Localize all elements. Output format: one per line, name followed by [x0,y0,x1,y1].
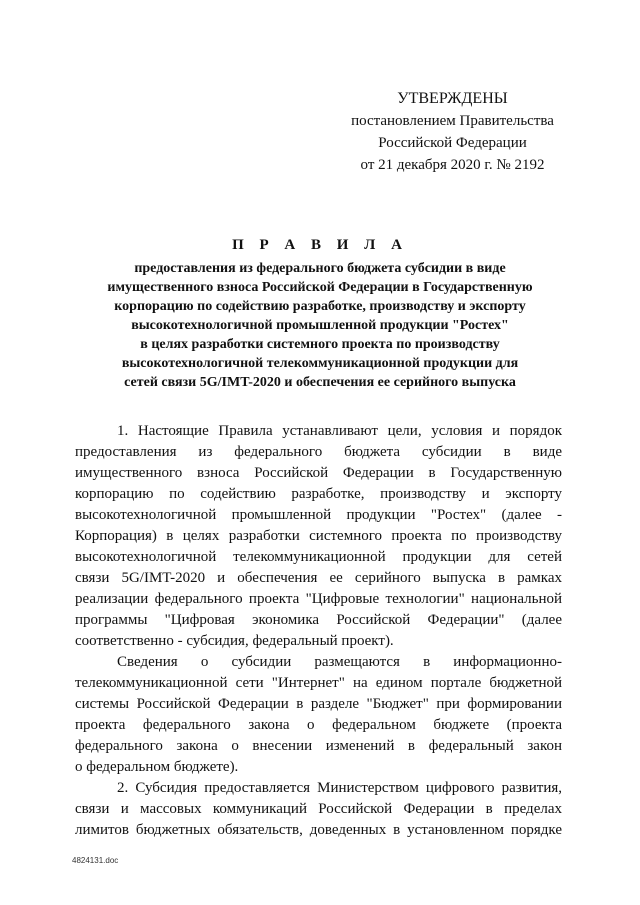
subtitle-line: предоставления из федерального бюджета субсидии в виде [134,261,506,276]
body-line: программы "Цифровая экономика Российской Федерации" (далее [75,612,562,628]
subtitle-line: сетей связи 5G/IMT-2020 и обеспечения ее серийного выпуска [124,375,516,390]
subtitle-line: имущественного взноса Российской Федерации в Государственную [107,280,533,295]
document-body [75,421,562,841]
subtitle-line: высокотехнологичной телекоммуникационной продукции для [121,356,519,371]
body-line: Сведения о субсидии размещаются в информационно- [117,654,562,670]
body-line: системы Российской Федерации в разделе "Бюджет" при формировании [75,696,562,712]
body-line: реализации федерального проекта "Цифровые технологии" национальной [75,591,562,607]
body-line: Корпорация) в целях разработки системного проекта по производству [75,528,562,544]
body-line: 2. Субсидия предоставляется Министерством цифрового развития, [117,780,562,796]
document-title: П Р А В И Л А [232,237,408,253]
body-line: проекта федерального закона о федеральном бюджете (проекта [75,717,562,733]
body-line: 1. Настоящие Правила устанавливают цели, условия и порядок [117,423,562,439]
body-line: имущественного взноса Российской Федерации в Государственную [75,465,562,481]
subtitle-line: корпорацию по содействию разработке, производству и экспорту [114,299,526,314]
body-line: связи 5G/IMT-2020 и обеспечения ее серийного выпуска в рамках [75,570,562,586]
approval-line-resolution: постановлением Правительства [351,113,554,129]
body-line: лимитов бюджетных обязательств, доведенных в установленном порядке [75,822,562,838]
body-line: связи и массовых коммуникаций Российской Федерации в пределах [75,801,562,817]
body-line: высокотехнологичной телекоммуникационной продукции для сетей [75,549,562,565]
approval-line-government: Российской Федерации [378,135,527,151]
body-line: высокотехнологичной промышленной продукции "Ростех" (далее - [75,507,562,523]
subtitle-line: высокотехнологичной промышленной продукции "Ростех" [131,318,509,333]
body-line: о федеральном бюджете). [75,759,239,775]
body-line: соответственно - субсидия, федеральный проект). [75,633,394,649]
body-line: корпорацию по содействию разработке, производству и экспорту [75,486,562,502]
file-name-footer: 4824131.doc [72,856,119,865]
approval-block [330,88,575,176]
body-line: федерального закона о внесении изменений в федеральный закон [75,738,562,754]
approved-heading: УТВЕРЖДЕНЫ [397,90,508,107]
approval-line-date-number: от 21 декабря 2020 г. № 2192 [360,157,545,173]
body-line: предоставления из федерального бюджета субсидии в виде [75,444,562,460]
document-subtitle [100,259,540,392]
subtitle-line: в целях разработки системного проекта по производству [140,337,500,352]
body-line: телекоммуникационной сети "Интернет" на едином портале бюджетной [75,675,562,691]
